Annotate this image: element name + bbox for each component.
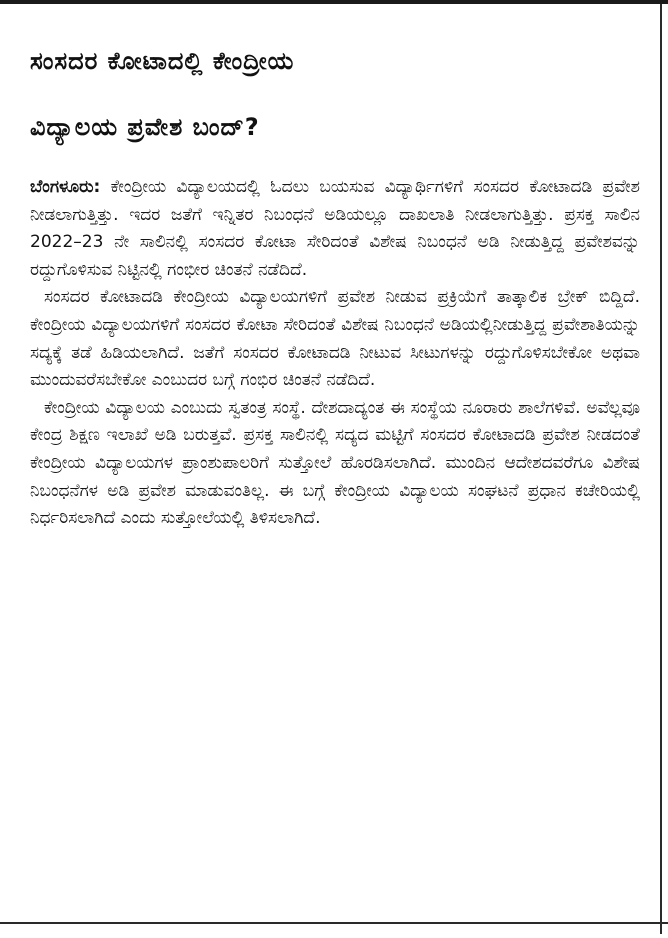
headline-line-2: ವಿದ್ಯಾಲಯ ಪ್ರವೇಶ ಬಂದ್? <box>30 113 260 141</box>
top-border <box>0 0 668 4</box>
dateline: ಬೆಂಗಳೂರು: <box>30 177 101 197</box>
article-body <box>30 174 640 533</box>
paragraph-1-text: ಕೇಂದ್ರೀಯ ವಿದ್ಯಾಲಯದಲ್ಲಿ ಓದಲು ಬಯಸುವ ವಿದ್ಯಾರ್ಥಿಗಳಿಗೆ ಸಂಸದರ ಕೋಟಾದಡಿ ಪ್ರವೇಶ ನೀಡಲಾಗುತ್ತಿತ್ತು. ಇದರ ಜತೆಗೆ ಇನ್ನಿತರ ನಿಬಂಧನೆ ಅಡಿಯಲ್ಲೂ ದಾಖಲಾತಿ ನೀಡಲಾಗುತ್ತಿತ್ತು. ಪ್ರಸಕ್ತ ಸಾಲಿನ 2022–23 ನೇ ಸಾಲಿನಲ್ಲಿ ಸಂಸದರ ಕೋಟಾ ಸೇರಿದಂತೆ ವಿಶೇಷ ನಿಬಂಧನೆ ಅಡಿ ನೀಡುತ್ತಿದ್ದ ಪ್ರವೇಶವನ್ನು ರದ್ದುಗೊಳಿಸುವ ನಿಟ್ಟಿನಲ್ಲಿ ಗಂಭೀರ ಚಿಂತನೆ ನಡೆದಿದೆ. <box>30 177 640 280</box>
article-paragraph-3: ಕೇಂದ್ರೀಯ ವಿದ್ಯಾಲಯ ಎಂಬುದು ಸ್ವತಂತ್ರ ಸಂಸ್ಥೆ. ದೇಶದಾದ್ಯಂತ ಈ ಸಂಸ್ಥೆಯ ನೂರಾರು ಶಾಲೆಗಳಿವೆ. ಅವೆಲ್ಲವೂ ಕೇಂದ್ರ ಶಿಕ್ಷಣ ಇಲಾಖೆ ಅಡಿ ಬರುತ್ತವೆ. ಪ್ರಸಕ್ತ ಸಾಲಿನಲ್ಲಿ ಸದ್ಯದ ಮಟ್ಟಿಗೆ ಸಂಸದರ ಕೋಟಾದಡಿ ಪ್ರವೇಶ ನೀಡದಂತೆ ಕೇಂದ್ರೀಯ ವಿದ್ಯಾಲಯಗಳ ಪ್ರಾಂಶುಪಾಲರಿಗೆ ಸುತ್ತೋಲೆ ಹೊರಡಿಸಲಾಗಿದೆ. ಮುಂದಿನ ಆದೇಶದವರೆಗೂ ವಿಶೇಷ ನಿಬಂಧನೆಗಳ ಅಡಿ ಪ್ರವೇಶ ಮಾಡುವಂತಿಲ್ಲ. ಈ ಬಗ್ಗೆ ಕೇಂದ್ರೀಯ ವಿದ್ಯಾಲಯ ಸಂಘಟನೆ ಪ್ರಧಾನ ಕಚೇರಿಯಲ್ಲಿ ನಿರ್ಧರಿಸಲಾಗಿದೆ ಎಂದು ಸುತ್ತೋಲೆಯಲ್ಲಿ ತಿಳಿಸಲಾಗಿದೆ. <box>30 397 640 529</box>
right-column-rule <box>660 4 662 934</box>
headline-line-1: ಸಂಸದರ ಕೋಟಾದಲ್ಲಿ ಕೇಂದ್ರೀಯ <box>30 47 295 75</box>
headline <box>0 28 658 160</box>
news-clipping <box>0 6 658 921</box>
article-paragraph-1 <box>30 174 640 284</box>
bottom-border <box>0 922 668 924</box>
article-paragraph-2: ಸಂಸದರ ಕೋಟಾದಡಿ ಕೇಂದ್ರೀಯ ವಿದ್ಯಾಲಯಗಳಿಗೆ ಪ್ರವೇಶ ನೀಡುವ ಪ್ರಕ್ರಿಯೆಗೆ ತಾತ್ಕಾಲಿಕ ಬ್ರೇಕ್ ಬಿದ್ದಿದೆ. ಕೇಂದ್ರೀಯ ವಿದ್ಯಾಲಯಗಳಿಗೆ ಸಂಸದರ ಕೋಟಾ ಸೇರಿದಂತೆ ವಿಶೇಷ ನಿಬಂಧನೆ ಅಡಿಯಲ್ಲಿನೀಡುತ್ತಿದ್ದ ಪ್ರವೇಶಾತಿಯನ್ನು ಸದ್ಯಕ್ಕೆ ತಡೆ ಹಿಡಿಯಲಾಗಿದೆ. ಜತೆಗೆ ಸಂಸದರ ಕೋಟಾದಡಿ ನೀಟುವ ಸೀಟುಗಳನ್ನು ರದ್ದುಗೊಳಿಸಬೇಕೋ ಅಥವಾ ಮುಂದುವರೆಸಬೇಕೋ ಎಂಬುದರ ಬಗ್ಗೆ ಗಂಭಿರ ಚಿಂತನೆ ನಡೆದಿದೆ. <box>30 287 640 391</box>
